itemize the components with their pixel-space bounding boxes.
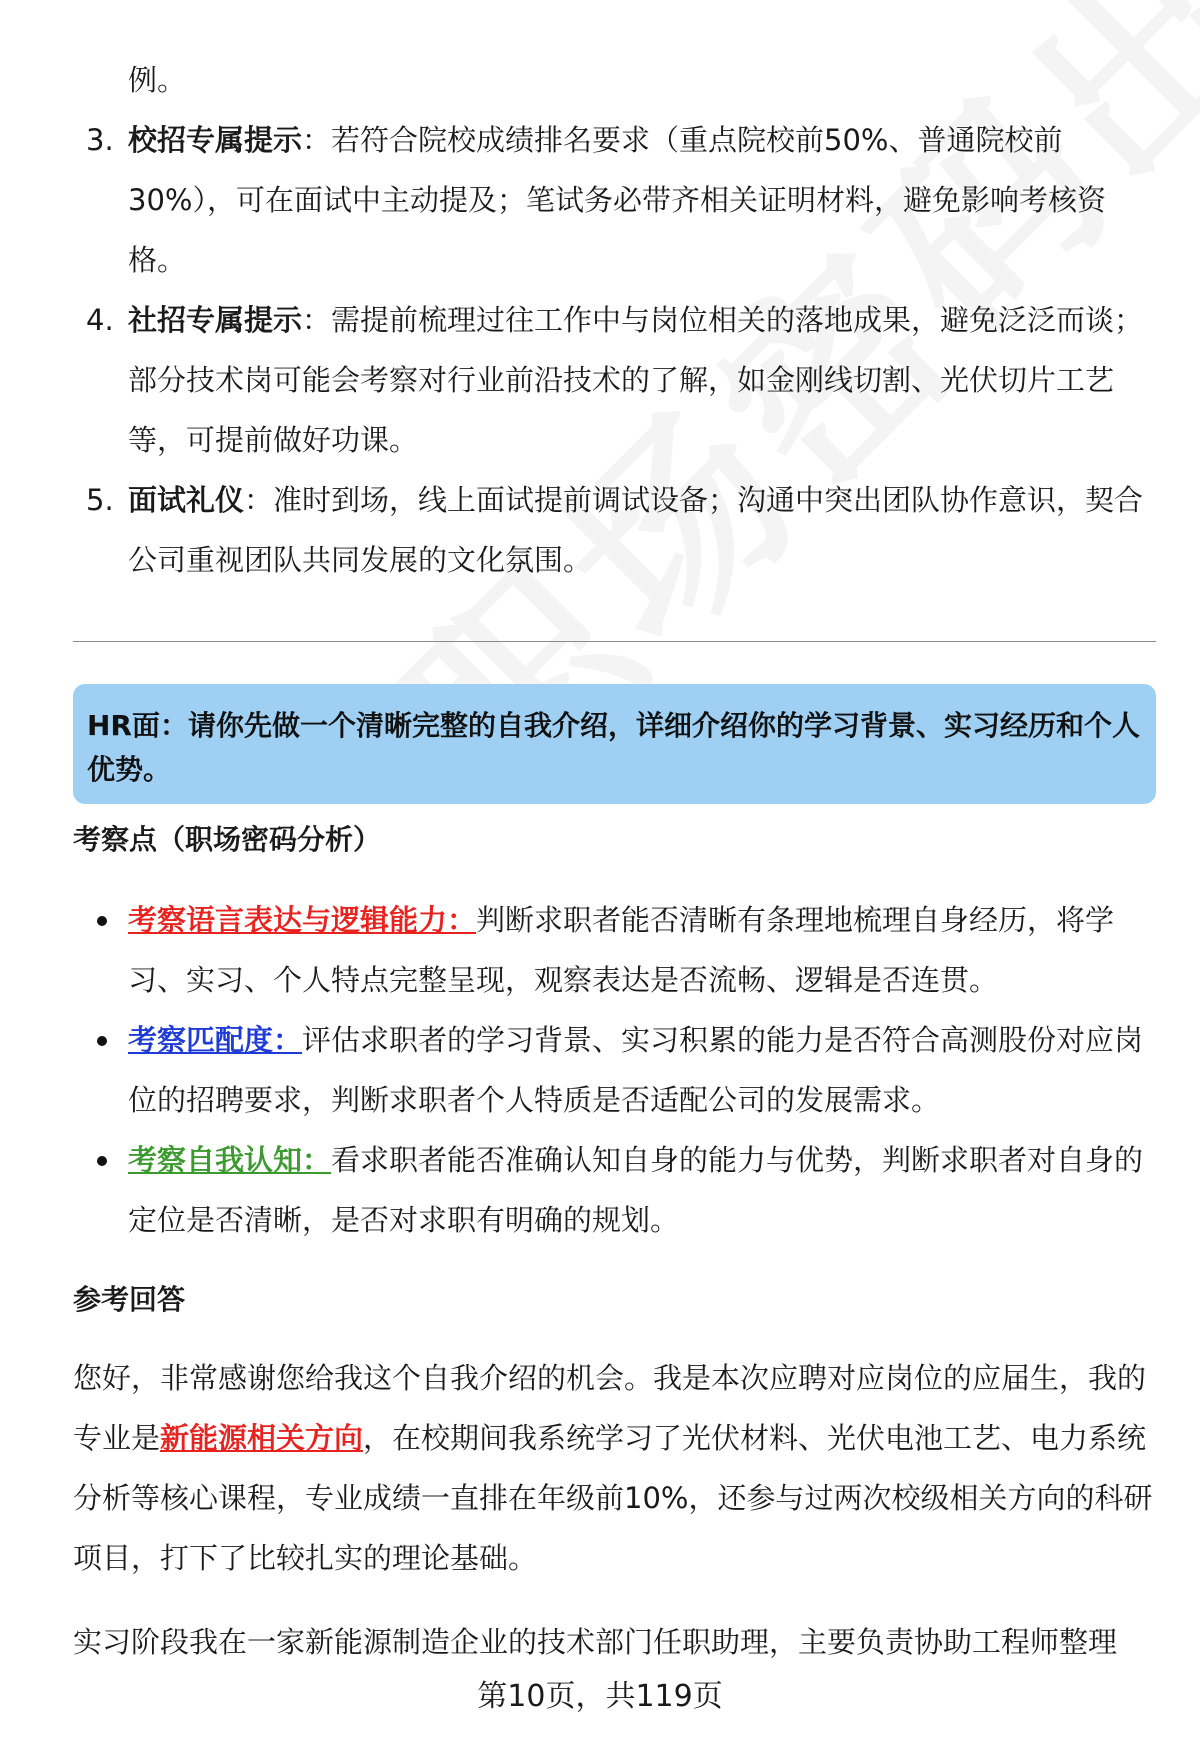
- analysis-item: [73, 1130, 1153, 1250]
- page-number: 第10页，共119页: [477, 1679, 723, 1714]
- tip-number: 3.: [86, 123, 114, 157]
- tip-text: ：若符合院校成绩排名要求（重点院校前50%、普通院校前30%），可在面试中主动提及；笔试务必带齐相关证明材料，避免影响考核资格。: [128, 123, 1106, 277]
- tip-item: [73, 50, 1153, 110]
- section-divider: [73, 641, 1156, 642]
- bullet-dot: [97, 1036, 107, 1046]
- answer-paragraph: 实习阶段我在一家新能源制造企业的技术部门任职助理，主要负责协助工程师整理: [73, 1625, 1118, 1659]
- tip-number: 5.: [86, 483, 114, 517]
- tips-list: [73, 50, 1153, 590]
- tip-item: [73, 110, 1153, 290]
- tip-label: 校招专属提示: [128, 123, 303, 157]
- analysis-text: 评估求职者的学习背景、实习积累的能力是否符合高测股份对应岗位的招聘要求，判断求职者个人特质是否适配公司的发展需求。: [128, 1023, 1144, 1117]
- answer-paragraph: [73, 1348, 1153, 1588]
- tip-item: [73, 290, 1153, 470]
- answer-text: 您好，非常感谢您给我这个自我介绍的机会。我是本次应聘对应岗位的应届生，我的专业是: [73, 1361, 1147, 1455]
- tip-text: ：需提前梳理过往工作中与岗位相关的落地成果，避免泛泛而谈；部分技术岗可能会考察对行业前沿技术的了解，如金刚线切割、光伏切片工艺等，可提前做好功课。: [128, 303, 1144, 457]
- analysis-keyword: 考察语言表达与逻辑能力：: [128, 903, 477, 937]
- analysis-item: [73, 1010, 1153, 1130]
- bullet-dot: [97, 1156, 107, 1166]
- answer-highlight: 新能源相关方向: [160, 1421, 364, 1455]
- question-box: HR面：请你先做一个清晰完整的自我介绍，详细介绍你的学习背景、实习经历和个人优势。: [73, 684, 1156, 804]
- answer-heading: 参考回答: [73, 1283, 186, 1316]
- tip-item: [73, 470, 1153, 590]
- analysis-list: [73, 890, 1153, 1250]
- answer-text: ，在校期间我系统学习了光伏材料、光伏电池工艺、电力系统分析等核心课程，专业成绩一直排在年级前10%，还参与过两次校级相关方向的科研项目，打下了比较扎实的理论基础。: [73, 1421, 1153, 1575]
- tip-text: 例。: [128, 63, 187, 97]
- bullet-dot: [97, 916, 107, 926]
- analysis-keyword: 考察匹配度：: [128, 1023, 303, 1057]
- tip-text: ：准时到场，线上面试提前调试设备；沟通中突出团队协作意识，契合公司重视团队共同发展的文化氛围。: [128, 483, 1144, 577]
- analysis-keyword: 考察自我认知：: [128, 1143, 332, 1177]
- analysis-heading: 考察点（职场密码分析）: [73, 823, 382, 856]
- analysis-text: 看求职者能否准确认知自身的能力与优势，判断求职者对自身的定位是否清晰，是否对求职有明确的规划。: [128, 1143, 1144, 1237]
- analysis-text: 判断求职者能否清晰有条理地梳理自身经历，将学习、实习、个人特点完整呈现，观察表达是否流畅、逻辑是否连贯。: [128, 903, 1115, 997]
- tip-number: 4.: [86, 303, 114, 337]
- analysis-item: [73, 890, 1153, 1010]
- tip-label: 社招专属提示: [128, 303, 303, 337]
- tip-label: 面试礼仪: [128, 483, 245, 517]
